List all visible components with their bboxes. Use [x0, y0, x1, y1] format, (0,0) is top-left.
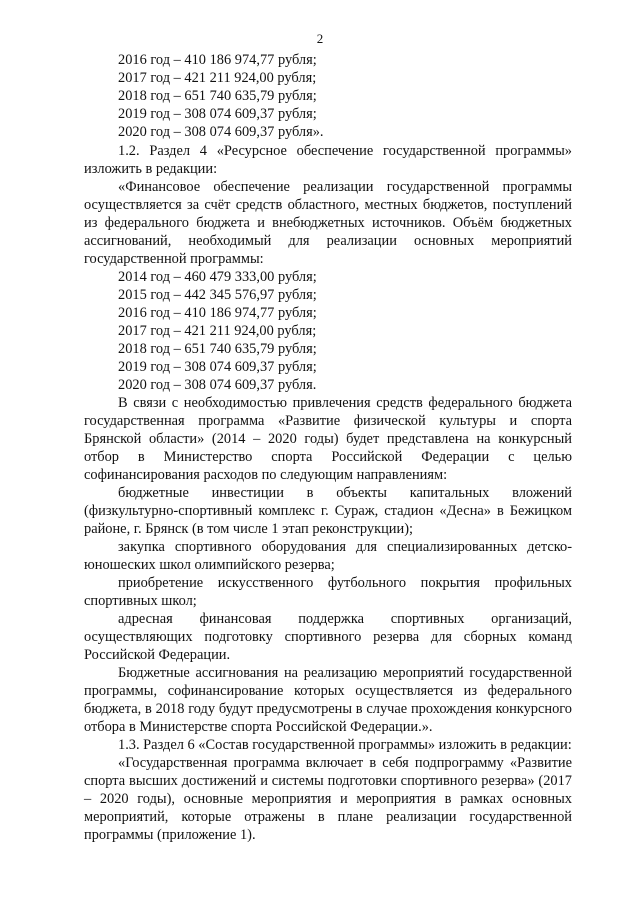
- budget-line-2015: 2015 год – 442 345 576,97 рубля;: [118, 287, 317, 303]
- composition-paragraph: «Государственная программа включает в себя подпрограмму «Развитие спорта высших достижений и системы подготовки спортивного резерва» (2017 – 2020 годы), основные мероприятия и мероприятия в рамках основных мероприятий, которые отражены в плане реализации государственной программы (приложение 1).: [84, 755, 572, 843]
- page-number: 2: [316, 31, 324, 46]
- budget-line-2018: 2018 год – 651 740 635,79 рубля;: [118, 88, 317, 104]
- budget-list-continuation: [84, 51, 572, 141]
- budget-line-2019: 2019 год – 308 074 609,37 рубля;: [118, 106, 317, 122]
- budget-line-2016: 2016 год – 410 186 974,77 рубля;: [118, 52, 317, 68]
- budget-line-2017: 2017 год – 421 211 924,00 рубля;: [118, 70, 317, 86]
- budget-line-2014: 2014 год – 460 479 333,00 рубля;: [118, 269, 317, 285]
- direction-football-turf: приобретение искусственного футбольного покрытия профильных спортивных школ;: [84, 575, 572, 609]
- direction-financial-support: адресная финансовая поддержка спортивных организаций, осуществляющих подготовку спортивного резерва для сборных команд Российской Федерации.: [84, 611, 572, 663]
- financing-paragraph: «Финансовое обеспечение реализации государственной программы осуществляется за счёт средств областного, местных бюджетов, поступлений из федерального бюджета и внебюджетных источников. Объём бюджетных ассигнований, необходимый для реализации основных мероприятий государственной программы:: [84, 179, 572, 267]
- allocations-paragraph: Бюджетные ассигнования на реализацию мероприятий государственной программы, софинансирование которых осуществляется из федерального бюджета, в 2018 году будут предусмотрены в случае прохождения конкурсного отбора в Министерстве спорта Российской Федерации.».: [84, 665, 572, 735]
- section-1-3-heading: 1.3. Раздел 6 «Состав государственной программы» изложить в редакции:: [118, 737, 572, 753]
- budget-line-2020: 2020 год – 308 074 609,37 рубля.: [118, 377, 317, 393]
- direction-capital-investments: бюджетные инвестиции в объекты капитальных вложений (физкультурно-спортивный комплекс г. Сураж, стадион «Десна» в Бежицком районе, г. Брянск (в том числе 1 этап реконструкции);: [84, 485, 572, 537]
- budget-line-2016: 2016 год – 410 186 974,77 рубля;: [118, 305, 317, 321]
- budget-list-resources: [84, 268, 572, 394]
- direction-equipment-purchase: закупка спортивного оборудования для специализированных детско-юношеских школ олимпийского резерва;: [84, 539, 572, 573]
- federal-funding-paragraph: В связи с необходимостью привлечения средств федерального бюджета государственная программа «Развитие физической культуры и спорта Брянской области» (2014 – 2020 годы) будет представлена на конкурсный отбор в Министерство спорта Российской Федерации с целью софинансирования расходов по следующим направлениям:: [84, 395, 572, 483]
- section-1-2-heading: 1.2. Раздел 4 «Ресурсное обеспечение государственной программы» изложить в редакции:: [84, 143, 572, 177]
- budget-line-2020: 2020 год – 308 074 609,37 рубля».: [118, 124, 324, 140]
- document-body: [84, 51, 572, 844]
- budget-line-2018: 2018 год – 651 740 635,79 рубля;: [118, 341, 317, 357]
- budget-line-2017: 2017 год – 421 211 924,00 рубля;: [118, 323, 317, 339]
- funding-directions-list: [84, 484, 572, 664]
- budget-line-2019: 2019 год – 308 074 609,37 рубля;: [118, 359, 317, 375]
